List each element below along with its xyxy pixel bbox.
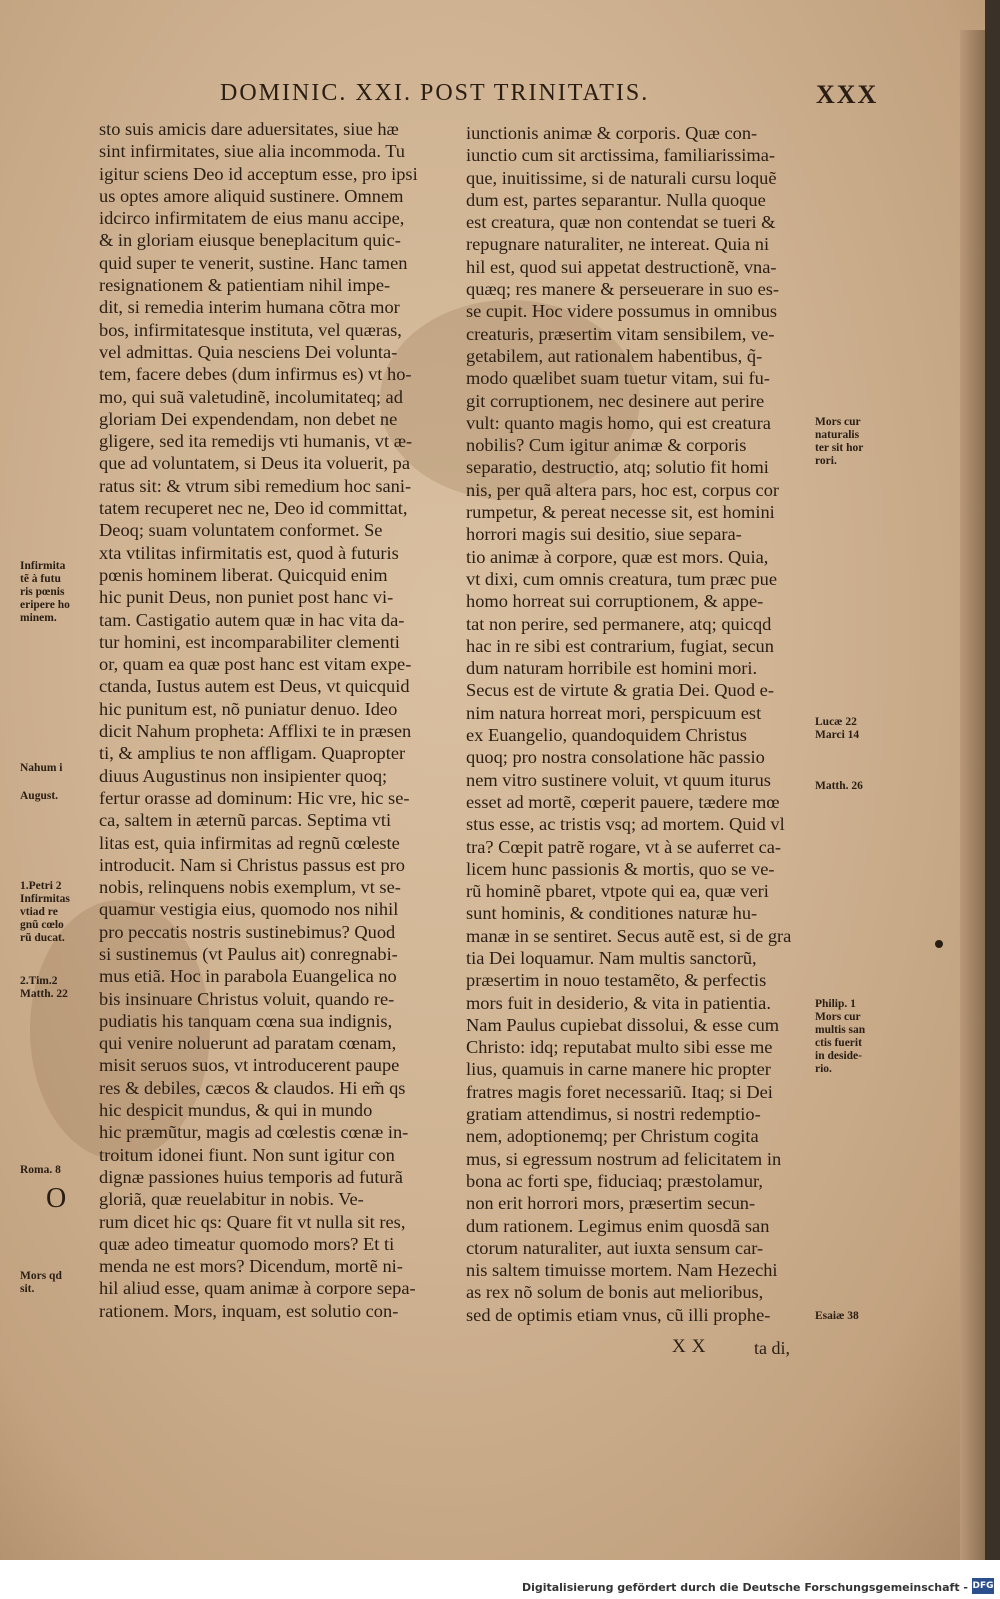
text-line: igitur sciens Deo id acceptum esse, pro ipsi: [99, 163, 418, 184]
text-line: ctorum naturaliter, aut iuxta sensum car-: [466, 1237, 764, 1258]
text-line: rũ hominẽ pbaret, vtpote qui ea, quæ veri: [466, 881, 769, 902]
margin-line: rio.: [815, 1063, 832, 1075]
margin-line: rori.: [815, 455, 837, 467]
text-line: diuus Augustinus non insipienter quoq;: [99, 765, 388, 786]
margin-line: rũ ducat.: [20, 932, 65, 944]
text-line: quoq; pro nostra consolatione hãc passio: [466, 747, 765, 768]
margin-line: Mors qd: [20, 1270, 62, 1282]
margin-line: August.: [20, 790, 59, 802]
margin-note-petri: [20, 880, 70, 945]
text-line: misit seruos suos, vt introducerent paupe: [99, 1055, 400, 1076]
text-line: nem vitro sustinere voluit, vt quum iturus: [466, 769, 771, 790]
margin-note-tim: [20, 975, 68, 1001]
text-line: tia Dei loquamur. Nam multis sanctorũ,: [466, 947, 757, 968]
margin-note-lucae: [815, 716, 859, 742]
text-line: nem, adoptionemq; per Christum cogita: [466, 1126, 759, 1147]
text-line: vel admittas. Quia nesciens Dei volunta-: [99, 341, 398, 362]
funding-credit: Digitalisierung gefördert durch die Deutsche Forschungsgemeinschaft -: [521, 1581, 968, 1594]
margin-line: minem.: [20, 612, 57, 624]
text-line: mus, si egressum nostrum ad felicitatem in: [466, 1148, 782, 1169]
text-line: stus esse, ac tristis vsq; ad mortem. Quid vl: [466, 814, 785, 835]
margin-note-august: [20, 790, 58, 803]
text-line: pœnis hominem liberat. Quicquid enim: [99, 564, 388, 585]
running-title: DOMINIC. XXI. POST TRINITATIS.: [220, 80, 650, 106]
text-line: homo horreat sui corruptionem, & appe-: [466, 591, 764, 612]
text-line: hic despicit mundus, & qui in mundo: [99, 1100, 373, 1121]
text-line: dum naturam horribile est homini mori.: [466, 658, 758, 679]
text-line: litas est, quia infirmitas ad regnũ cœleste: [99, 832, 400, 853]
text-line: hic punitum est, nõ puniatur denuo. Ideo: [99, 698, 398, 719]
text-line: tur homini, est incomparabiliter clementi: [99, 631, 400, 652]
text-line: git corruptionem, nec desinere aut perire: [466, 390, 765, 411]
text-line: dit, si remedia interim humana cõtra mor: [99, 297, 400, 318]
margin-line: 1.Petri 2: [20, 880, 62, 892]
margin-line: ris pœnis: [20, 586, 65, 598]
margin-line: 2.Tim.2: [20, 975, 58, 987]
text-line: hil est, quod sui appetat destructionẽ, vna-: [466, 256, 777, 277]
text-line: nobilis? Cum igitur animæ & corporis: [466, 435, 747, 456]
text-line: ex Euangelio, quandoquidem Christus: [466, 725, 747, 746]
text-line: & in gloriam eiusque beneplacitum quic-: [99, 230, 401, 251]
text-line: sto suis amicis dare aduersitates, siue hæ: [99, 119, 399, 139]
margin-note-matth: [815, 780, 863, 793]
margin-line: Esaiæ 38: [815, 1310, 859, 1322]
text-line: modo quælibet suam tuetur vitam, sui fu-: [466, 368, 770, 389]
left-text-column: [99, 118, 418, 1322]
text-line: resignationem & patientiam nihil impe-: [99, 275, 391, 296]
margin-line: ctis fuerit: [815, 1037, 862, 1049]
text-line: hic præmũtur, magis ad cœlestis cœnæ in-: [99, 1122, 409, 1143]
text-line: nis, per quã altera pars, hoc est, corpus cor: [466, 479, 780, 500]
text-line: bona ac forti spe, fiduciaq; præstolamur,: [466, 1170, 764, 1191]
text-line: quæ adeo timeatur quomodo mors? Et ti: [99, 1233, 395, 1254]
text-line: tam. Castigatio autem quæ in hac vita da-: [99, 609, 405, 630]
margin-line: multis san: [815, 1024, 866, 1036]
text-line: Secus est de virtute & gratia Dei. Quod e-: [466, 680, 774, 701]
margin-line: Infirmita: [20, 560, 66, 572]
text-line: bis insinuare Christus voluit, quando re-: [99, 988, 395, 1009]
catchword: ta di,: [754, 1338, 790, 1358]
text-line: sed de optimis etiam vnus, cũ illi prophe-: [466, 1304, 771, 1325]
ink-spot: [935, 940, 943, 948]
text-line: nobis, relinquens nobis exemplum, vt se-: [99, 877, 401, 898]
margin-line: vtiad re: [20, 906, 58, 918]
text-line: fratres magis foret necessariũ. Itaq; si Dei: [466, 1081, 773, 1102]
text-line: hil aliud esse, quam animæ à corpore sepa-: [99, 1278, 416, 1299]
margin-line: gnũ cœlo: [20, 919, 64, 931]
margin-line: Infirmitas: [20, 893, 70, 905]
text-line: rumpetur, & pereat necesse sit, est homini: [466, 502, 775, 523]
text-line: quamur vestigia eius, quomodo nos nihil: [99, 899, 399, 920]
text-line: separatio, destructio, atq; solutio fit homi: [466, 457, 769, 478]
text-line: tio animæ à corpore, quæ est mors. Quia,: [466, 546, 769, 567]
text-line: dignæ passiones huius temporis ad futurã: [99, 1166, 403, 1187]
text-line: manæ in se sentiret. Secus autẽ est, si de gra: [466, 925, 792, 946]
text-line: hac in re sibi est contrarium, fugiat, secun: [466, 635, 774, 656]
margin-note-mors-cur: [815, 416, 863, 468]
text-line: as rex nõ solum de bonis aut melioribus,: [466, 1282, 764, 1303]
text-line: Deoq; suam voluntatem conformet. Se: [99, 520, 383, 541]
text-line: nis saltem timuisse mortem. Nam Hezechi: [466, 1260, 778, 1281]
text-line: mors fuit in desiderio, & vita in patientia.: [466, 992, 771, 1013]
margin-line: in deside-: [815, 1050, 862, 1062]
margin-line: sit.: [20, 1283, 35, 1295]
text-line: tatem recuperet nec ne, Deo id committat,: [99, 498, 408, 519]
text-line: tat non perire, sed permanere, atq; quicqd: [466, 613, 772, 634]
margin-line: eripere ho: [20, 599, 70, 611]
text-line: creaturis, præsertim vitam sensibilem, ve-: [466, 323, 775, 344]
signature-mark: XX: [672, 1336, 712, 1357]
text-line: tra? Cœpit patrẽ rogare, vt à se auferret ca-: [466, 836, 782, 857]
margin-line: ter sit hor: [815, 442, 864, 454]
margin-note-mors-qd: [20, 1270, 62, 1296]
margin-line: tẽ à futu: [20, 573, 61, 585]
margin-line: Matth. 26: [815, 780, 863, 792]
margin-line: Mors cur: [815, 1011, 861, 1023]
text-line: introducit. Nam si Christus passus est pro: [99, 854, 405, 875]
margin-line: Marci 14: [815, 729, 860, 741]
text-line: menda ne est mors? Dicendum, mortẽ ni-: [99, 1256, 403, 1277]
page-edge: [960, 30, 985, 1560]
text-line: iunctionis animæ & corporis. Quæ con-: [466, 123, 758, 143]
text-line: nim natura horreat mori, perspicuum est: [466, 702, 762, 723]
margin-note-philip: [815, 998, 865, 1076]
text-line: troitum idonei fiunt. Non sunt igitur con: [99, 1144, 395, 1165]
text-line: idcirco infirmitatem de eius manu accipe,: [99, 208, 405, 229]
text-line: sint infirmitates, siue alia incommoda. Tu: [99, 141, 405, 162]
margin-line: Philip. 1: [815, 998, 856, 1010]
text-line: quæq; res manere & perseuerare in suo es-: [466, 279, 780, 300]
text-line: hic punit Deus, non puniet post hanc vi-: [99, 587, 394, 608]
text-line: se cupit. Hoc videre possumus in omnibus: [466, 301, 778, 322]
text-line: fertur orasse ad dominum: Hic vre, hic se-: [99, 787, 410, 808]
text-line: res & debiles, cæcos & claudos. Hi em̃ qs: [99, 1077, 406, 1098]
text-line: us optes amore aliquid sustinere. Omnem: [99, 185, 404, 206]
margin-note-roma: [20, 1164, 61, 1177]
text-line: dum rationem. Legimus enim quosdã san: [466, 1215, 770, 1236]
text-line: non erit horrori mors, præsertim secun-: [466, 1193, 756, 1214]
text-line: dicit Nahum propheta: Afflixi te in præsen: [99, 721, 412, 742]
text-line: gratiam attendimus, si nostri redemptio-: [466, 1104, 761, 1125]
text-line: ratus sit: & vtrum sibi remedium hoc sani-: [99, 475, 412, 496]
text-line: qui venire noluerunt ad paratam cœnam,: [99, 1033, 397, 1054]
text-line: pudiatis his tanquam cœna sua indignis,: [99, 1010, 393, 1031]
text-line: Christo: idq; reputabat multo sibi esse me: [466, 1037, 773, 1058]
folio-number: XXX: [816, 80, 879, 109]
text-line: vt dixi, cum omnis creatura, tum præc pue: [466, 568, 778, 589]
text-line: Nam Paulus cupiebat dissolui, & esse cum: [466, 1014, 780, 1035]
margin-line: Mors cur: [815, 416, 861, 428]
margin-note-infirmitas: [20, 560, 70, 625]
text-line: rum dicet hic qs: Quare fit vt nulla sit res,: [99, 1211, 406, 1232]
margin-line: Lucæ 22: [815, 716, 857, 728]
text-line: quid super te venerit, sustine. Hanc tamen: [99, 252, 408, 273]
text-line: sunt hominis, & conditiones naturæ hu-: [466, 903, 758, 924]
text-line: præsertim in nouo testamẽto, & perfectis: [466, 970, 767, 991]
text-line: licem hunc passionis & mortis, quo se ve-: [466, 858, 775, 879]
text-line: dum est, partes separantur. Nulla quoque: [466, 189, 766, 210]
text-line: mus etiã. Hoc in parabola Euangelica no: [99, 966, 397, 987]
text-line: getabilem, aut rationalem habentibus, q̃-: [466, 345, 763, 366]
margin-note-esaiae: [815, 1310, 859, 1323]
margin-line: Roma. 8: [20, 1164, 61, 1176]
text-line: vult: quanto magis homo, qui est creatura: [466, 412, 771, 433]
margin-line: Nahum i: [20, 762, 63, 774]
text-line: pro peccatis nostris sustinebimus? Quod: [99, 921, 396, 942]
text-line: horrori magis sui desitio, siue separa-: [466, 524, 742, 545]
text-line: lius, quamuis in carne manere hic propter: [466, 1059, 771, 1080]
margin-line: naturalis: [815, 429, 860, 441]
text-line: xta vtilitas infirmitatis est, quod à futuris: [99, 542, 399, 563]
text-line: esset ad mortẽ, cœperit pauere, tædere mœ: [466, 791, 780, 812]
margin-note-nahum: [20, 762, 63, 775]
text-line: gligere, sed ita remedijs vti humanis, vt æ-: [99, 431, 413, 452]
dfg-logo: DFG: [972, 1578, 994, 1594]
right-text-column: [466, 122, 791, 1326]
text-line: iunctio cum sit arctissima, familiarissima-: [466, 145, 775, 166]
text-line: ctanda, Iustus autem est Deus, vt quicquid: [99, 676, 410, 697]
text-line: que ad voluntatem, si Deus ita voluerit, pa: [99, 453, 411, 474]
text-line: que, inuitissime, si de naturali cursu loquẽ: [466, 167, 777, 188]
text-line: rationem. Mors, inquam, est solutio con-: [99, 1300, 399, 1321]
text-line: repugnare naturaliter, ne intereat. Quia ni: [466, 234, 770, 255]
text-line: mo, qui suã valetudinẽ, incolumitateq; ad: [99, 386, 403, 407]
text-line: ti, & amplius te non affligam. Quapropter: [99, 743, 406, 764]
text-line: or, quam ea quæ post hanc est vitam expe-: [99, 654, 412, 675]
drop-initial: O: [46, 1183, 67, 1214]
text-line: tem, facere debes (dum infirmus es) vt ho-: [99, 364, 412, 385]
text-line: ca, saltem in æternũ parcas. Septima vti: [99, 810, 392, 831]
text-line: gloriam Dei expendendam, non debet ne: [99, 408, 398, 429]
text-line: est creatura, quæ non contendat se tueri &: [466, 212, 776, 233]
margin-line: Matth. 22: [20, 988, 68, 1000]
text-line: gloriã, quæ reuelabitur in nobis. Ve-: [99, 1189, 364, 1210]
text-line: si sustinemus (vt Paulus ait) conregnabi-: [99, 943, 398, 964]
text-line: bos, infirmitatesque instituta, vel quæras,: [99, 319, 402, 340]
